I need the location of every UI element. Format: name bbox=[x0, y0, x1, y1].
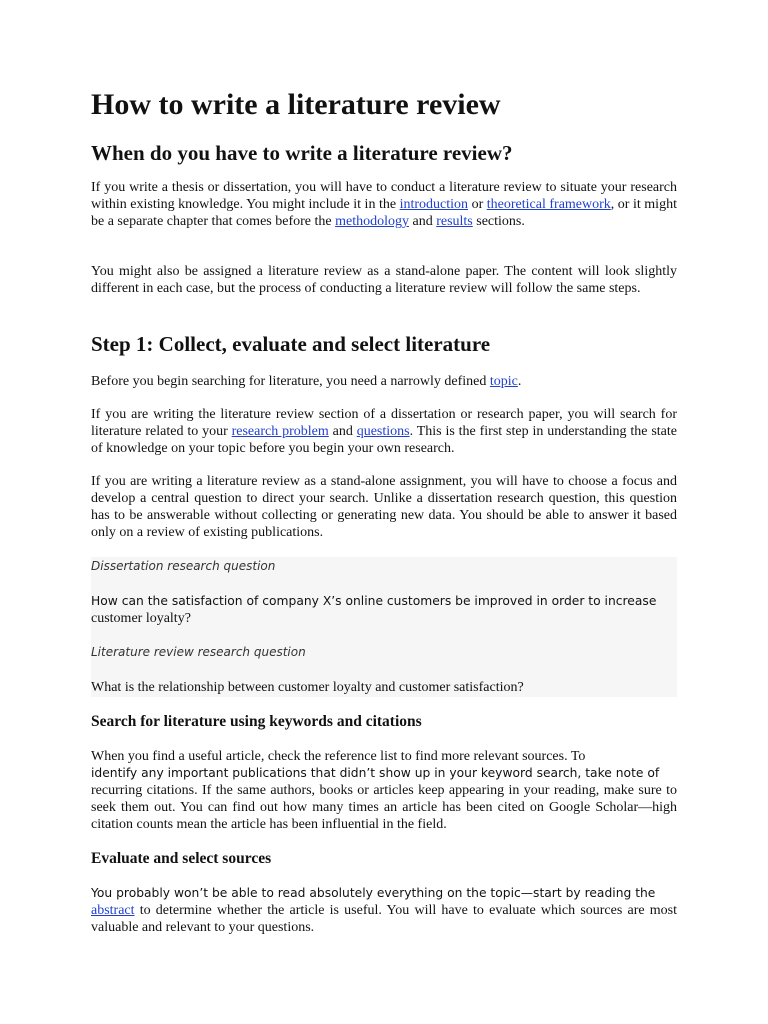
link-topic[interactable]: topic bbox=[489, 374, 518, 389]
example-label-dissertation: Dissertation research question bbox=[91, 559, 276, 573]
focus-paragraph: If you are writing a literature review as a stand-alone assignment, you will have to choose a focus and develop a central question to direct your search. Unlike a dissertation research question, this question has to be answerable without collecting or generating new data. You should be able to answer it based only on a review of existing publications. bbox=[91, 474, 677, 540]
paragraph-text: or bbox=[468, 197, 487, 212]
example-label-literature: Literature review research question bbox=[91, 645, 306, 659]
paragraph-text: You probably won’t be able to read absolutely everything on the topic—start by reading the bbox=[91, 886, 656, 900]
example-question-line: How can the satisfaction of company X’s online customers be improved in order to increase bbox=[91, 594, 657, 608]
paragraph-text: Before you begin searching for literature, you need a narrowly defined bbox=[91, 374, 490, 389]
paragraph-text: identify any important publications that didn’t show up in your keyword search, take note of bbox=[91, 766, 660, 780]
standalone-paragraph: You might also be assigned a literature review as a stand-alone paper. The content will look slightly different in each case, but the process of conducting a literature review will follow the same steps. bbox=[91, 264, 677, 296]
paragraph-text: . This is the first step in understanding the state of knowledge on your topic before you begin your own research. bbox=[91, 424, 677, 456]
paragraph-text: to determine whether the article is useful. You will have to evaluate which sources are most valuable and relevant to your questions. bbox=[91, 903, 677, 935]
link-theoretical-framework[interactable]: theoretical framework bbox=[486, 197, 611, 212]
paragraph-text: When you find a useful article, check the reference list to find more relevant sources. To bbox=[91, 749, 586, 764]
paragraph-text: and bbox=[328, 424, 357, 439]
search-heading: Search for literature using keywords and citations bbox=[91, 713, 422, 730]
paragraph-text: sections. bbox=[472, 214, 525, 229]
link-methodology[interactable]: methodology bbox=[335, 214, 409, 229]
intro-paragraph bbox=[91, 179, 677, 230]
paragraph-text: . bbox=[517, 374, 522, 389]
search-paragraph bbox=[91, 748, 677, 833]
section-heading-when: When do you have to write a literature review? bbox=[91, 141, 513, 165]
evaluate-paragraph bbox=[91, 885, 677, 936]
link-results[interactable]: results bbox=[436, 214, 473, 229]
example-question-literature: What is the relationship between customer loyalty and customer satisfaction? bbox=[91, 680, 524, 695]
paragraph-text: If you are writing the literature review section of a dissertation or research paper, you will search for literature related to your bbox=[91, 407, 677, 439]
paragraph-text: , or it might be a separate chapter that comes before the bbox=[91, 197, 677, 229]
link-introduction[interactable]: introduction bbox=[399, 197, 469, 212]
paragraph-text: and bbox=[408, 214, 437, 229]
research-problem-paragraph bbox=[91, 406, 677, 457]
step1-heading: Step 1: Collect, evaluate and select literature bbox=[91, 332, 491, 356]
link-abstract[interactable]: abstract bbox=[91, 903, 135, 918]
link-research-problem[interactable]: research problem bbox=[231, 424, 329, 439]
paragraph-text: recurring citations. If the same authors, books or articles keep appearing in your reading, make sure to seek them out. You can find out how many times an article has been cited on Google Scholar—high citation counts mean the article has been influential in the field. bbox=[91, 783, 677, 832]
evaluate-heading: Evaluate and select sources bbox=[91, 850, 272, 867]
example-question-line: customer loyalty? bbox=[91, 611, 191, 626]
example-questions-box bbox=[91, 557, 677, 697]
link-questions[interactable]: questions bbox=[356, 424, 410, 439]
page-title: How to write a literature review bbox=[91, 88, 501, 121]
topic-paragraph bbox=[91, 373, 677, 390]
example-question-dissertation bbox=[91, 593, 677, 627]
paragraph-text: If you write a thesis or dissertation, you will have to conduct a literature review to situate your research within existing knowledge. You might include it in the bbox=[91, 180, 677, 212]
